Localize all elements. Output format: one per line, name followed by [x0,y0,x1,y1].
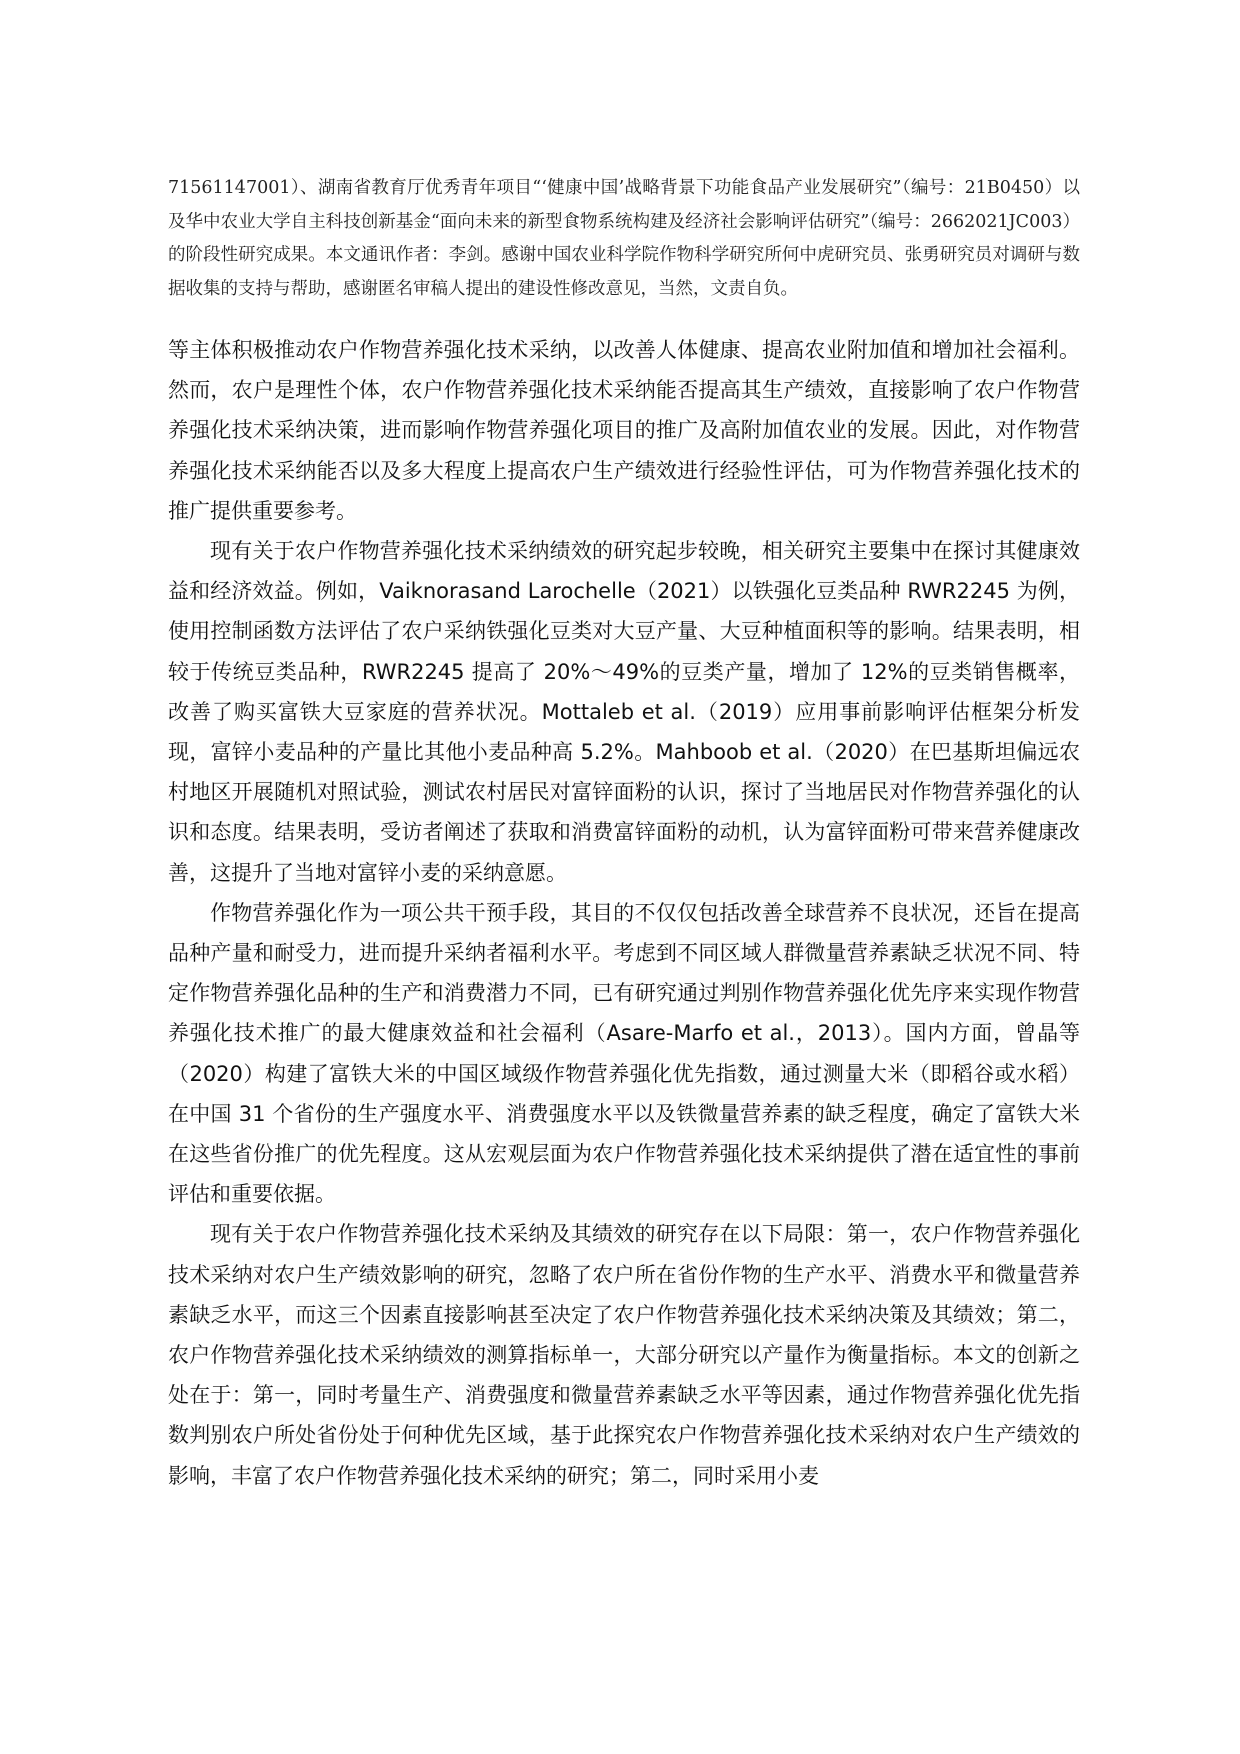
paragraph-3: 作物营养强化作为一项公共干预手段，其目的不仅仅包括改善全球营养不良状况，还旨在提高品种产量和耐受力，进而提升采纳者福利水平。考虑到不同区域人群微量营养素缺乏状况不同、特定作物营养强化品种的生产和消费潜力不同，已有研究通过判别作物营养强化优先序来实现作物营养强化技术推广的最大健康效益和社会福利（Asare-Marfo et al.，2013）。国内方面，曾晶等（2020）构建了富铁大米的中国区域级作物营养强化优先指数，通过测量大米（即稻谷或水稻）在中国 31 个省份的生产强度水平、消费强度水平以及铁微量营养素的缺乏程度，确定了富铁大米在这些省份推广的优先程度。这从宏观层面为农户作物营养强化技术采纳提供了潜在适宜性的事前评估和重要依据。 [168,900,1080,1207]
funding-footnote: 71561147001）、湖南省教育厅优秀青年项目“‘健康中国’战略背景下功能食品产业发展研究”（编号：21B0450）以及华中农业大学自主科技创新基金“面向未来的新型食物系统构建及经济社会影响评估研究”（编号：2662021JC003）的阶段性研究成果。本文通讯作者：李剑。感谢中国农业科学院作物科学研究所何中虎研究员、张勇研究员对调研与数据收集的支持与帮助，感谢匿名审稿人提出的建设性修改意见，当然，文责自负。 [168,178,1080,299]
paragraph-1: 等主体积极推动农户作物营养强化技术采纳，以改善人体健康、提高农业附加值和增加社会福利。然而，农户是理性个体，农户作物营养强化技术采纳能否提高其生产绩效，直接影响了农户作物营养强化技术采纳决策，进而影响作物营养强化项目的推广及高附加值农业的发展。因此，对作物营养强化技术采纳能否以及多大程度上提高农户生产绩效进行经验性评估，可为作物营养强化技术的推广提供重要参考。 [168,338,1080,523]
paragraph-2: 现有关于农户作物营养强化技术采纳绩效的研究起步较晚，相关研究主要集中在探讨其健康效益和经济效益。例如，Vaiknorasand Larochelle（2021）以铁强化豆类品种 RWR2245 为例，使用控制函数方法评估了农户采纳铁强化豆类对大豆产量、大豆种植面积等的影响。结果表明，相较于传统豆类品种，RWR2245 提高了 20%～49%的豆类产量，增加了 12%的豆类销售概率，改善了购买富铁大豆家庭的营养状况。Mottaleb et al.（2019）应用事前影响评估框架分析发现，富锌小麦品种的产量比其他小麦品种高 5.2%。Mahboob et al.（2020）在巴基斯坦偏远农村地区开展随机对照试验，测试农村居民对富锌面粉的认识，探讨了当地居民对作物营养强化的认识和态度。结果表明，受访者阐述了获取和消费富锌面粉的动机，认为富锌面粉可带来营养健康改善，这提升了当地对富锌小麦的采纳意愿。 [168,539,1080,885]
main-text [168,330,1080,1496]
paragraph-4: 现有关于农户作物营养强化技术采纳及其绩效的研究存在以下局限：第一，农户作物营养强化技术采纳对农户生产绩效影响的研究，忽略了农户所在省份作物的生产水平、消费水平和微量营养素缺乏水平，而这三个因素直接影响甚至决定了农户作物营养强化技术采纳决策及其绩效；第二，农户作物营养强化技术采纳绩效的测算指标单一，大部分研究以产量作为衡量指标。本文的创新之处在于：第一，同时考量生产、消费强度和微量营养素缺乏水平等因素，通过作物营养强化优先指数判别农户所处省份处于何种优先区域，基于此探究农户作物营养强化技术采纳对农户生产绩效的影响，丰富了农户作物营养强化技术采纳的研究；第二，同时采用小麦 [168,1222,1080,1488]
